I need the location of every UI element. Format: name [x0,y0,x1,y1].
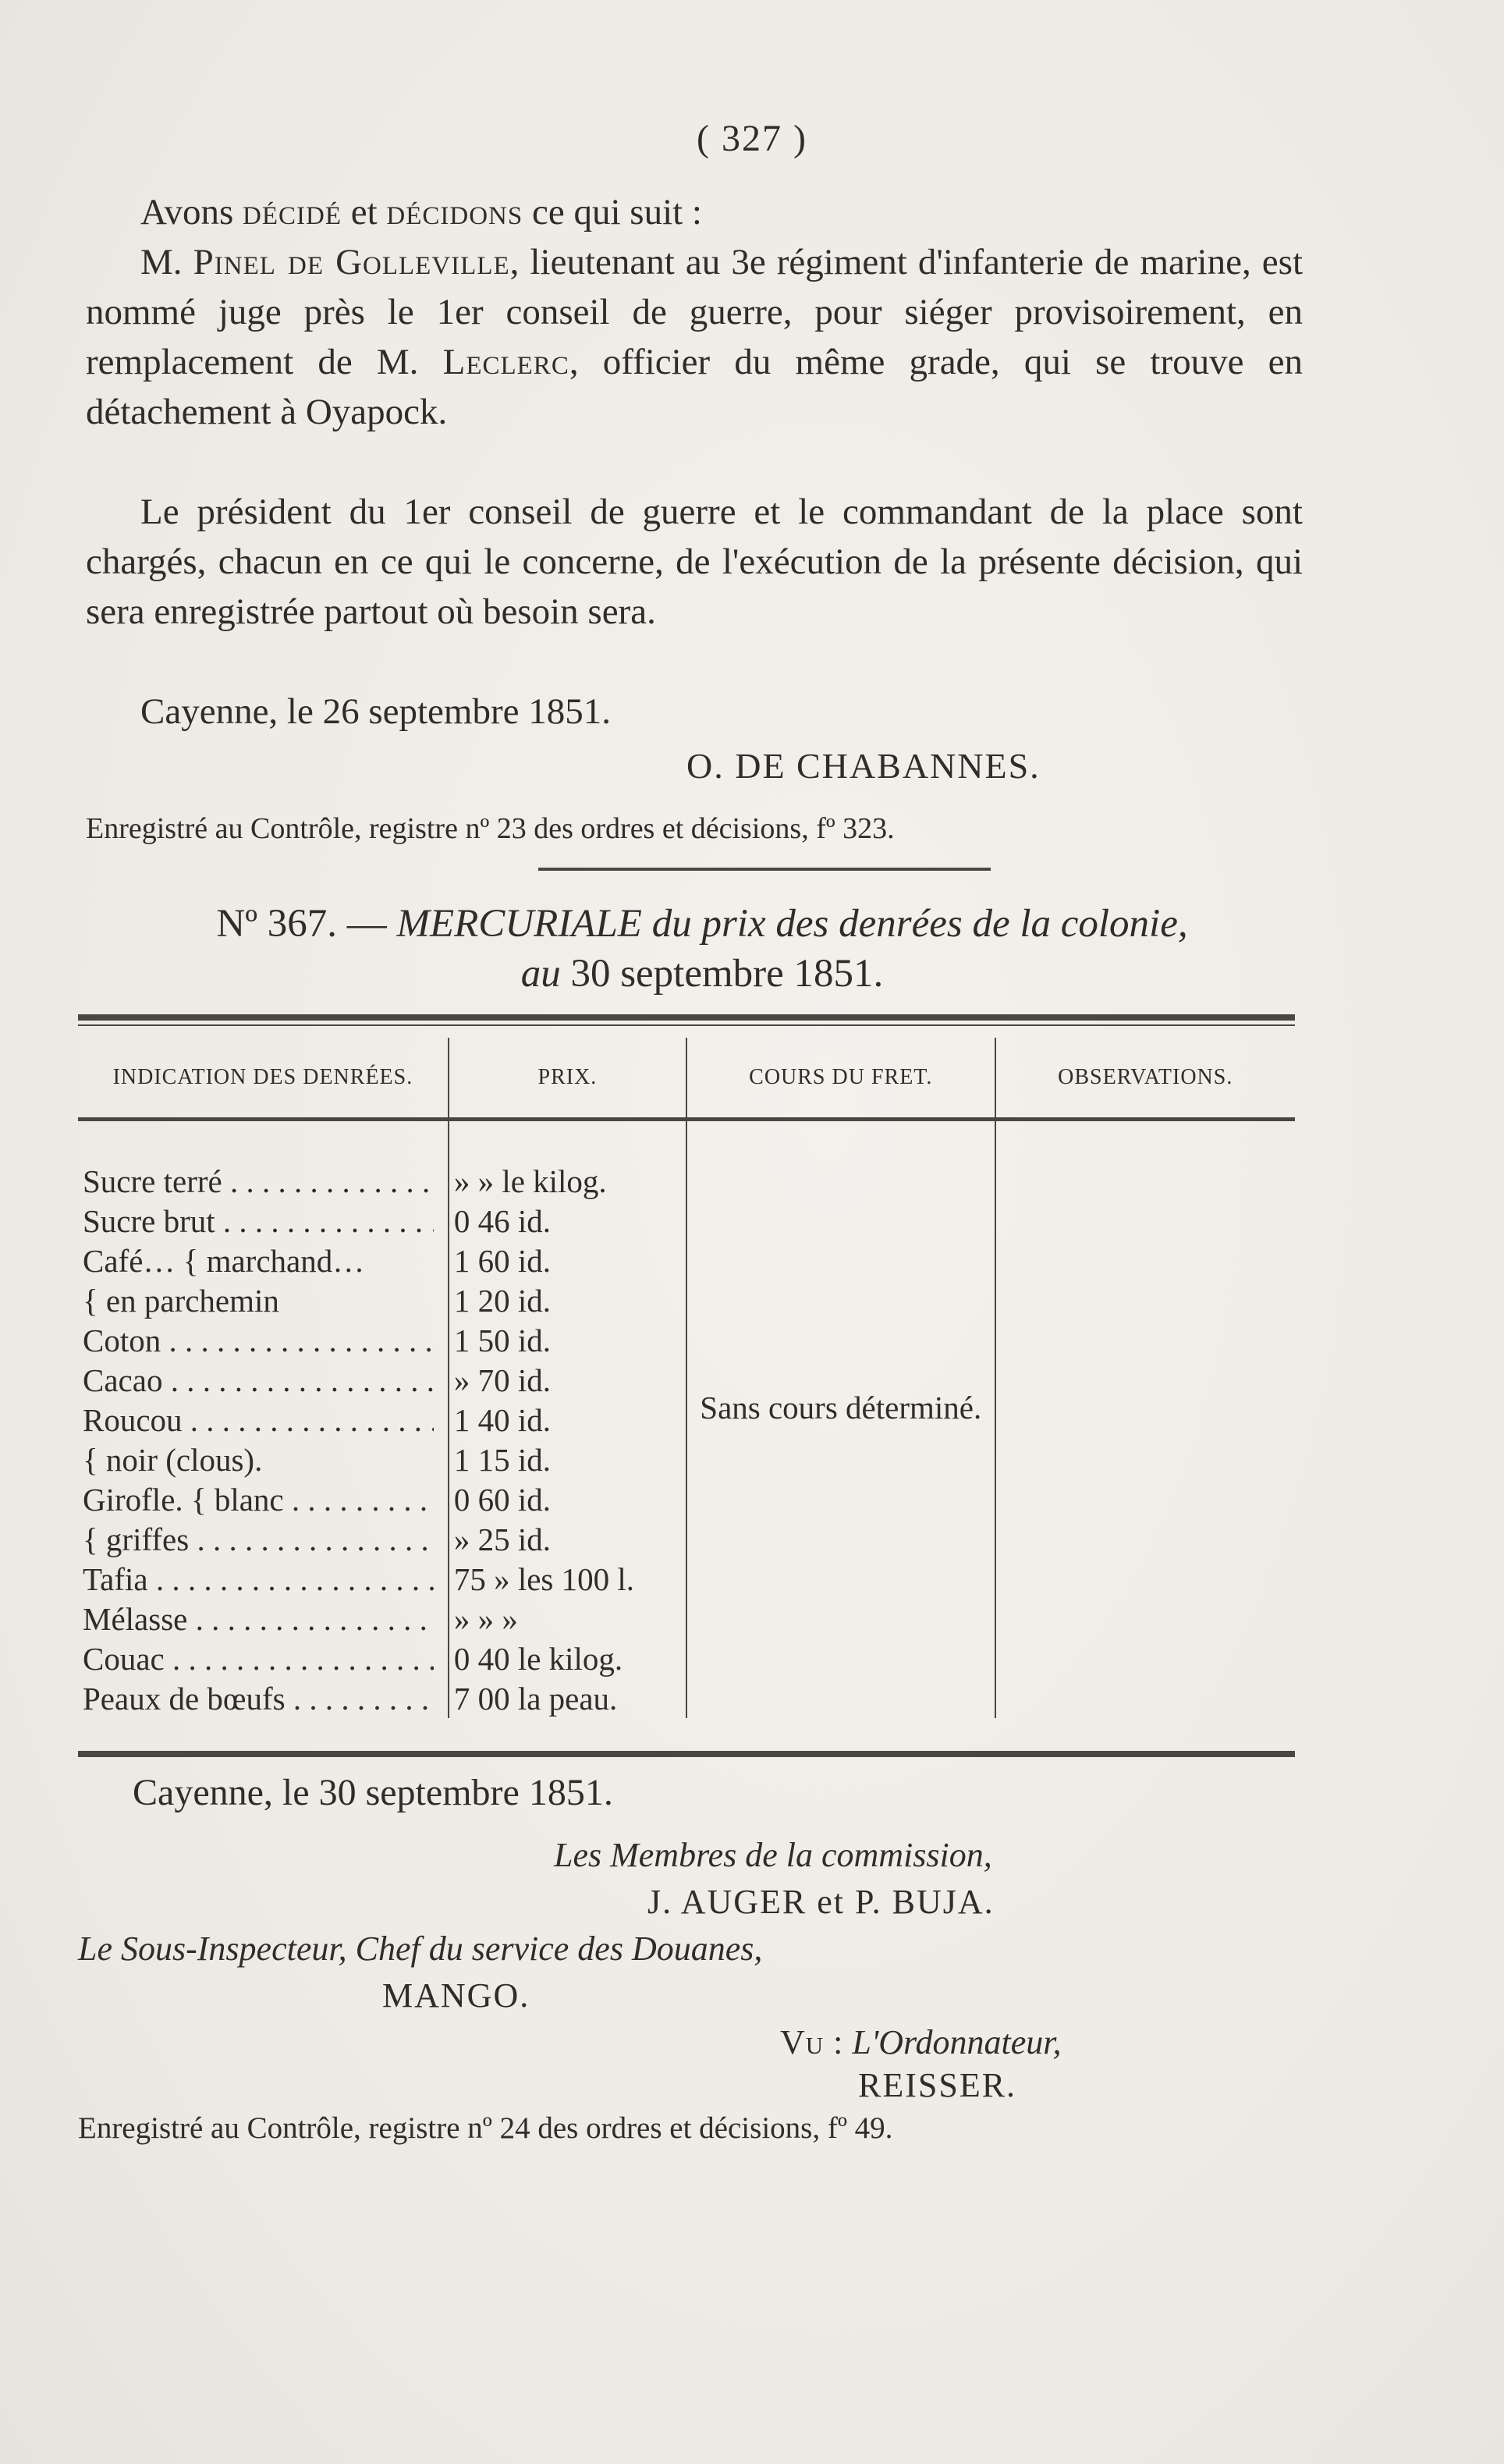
commodity-price: » » » [449,1599,686,1639]
commodity-price: 75 » les 100 l. [449,1559,686,1599]
table-top-rule-thin [78,1024,1295,1026]
commodity-price: 7 00 la peau. [449,1678,686,1718]
customs-label: Le Sous-Inspecteur, Chef du service des Douanes, [78,1930,763,1968]
commodity-name: Sucre brut . . . [83,1202,434,1240]
commodity-name: Coton . . . [83,1322,434,1359]
commodity-name: Couac . . . [83,1640,434,1678]
table-header-row [78,1038,1295,1120]
column-header: INDICATION DES DENRÉES. [78,1038,449,1120]
table-row [78,1161,1295,1201]
commodity-name: Sucre terré . . . [83,1163,434,1200]
commodity-price: 1 40 id. [449,1400,686,1440]
decree-paragraph-1: M. Pinel de Golleville, lieutenant au 3e régiment d'infanterie de marine, est nommé juge près le 1er conseil de guerre, pour siéger provisoirement, en remplacement de M. Leclerc, officier du même grade, qui se trouve en détachement à Oyapock. [86,242,1304,432]
commodity-price: 1 60 id. [449,1241,686,1280]
commodity-name: Cacao . . . [83,1362,434,1399]
commodity-price: 1 50 id. [449,1320,686,1360]
commodity-name: Mélasse . . . [83,1600,434,1638]
commodity-name: Café… { marchand… [83,1242,365,1279]
commodity-price: 0 46 id. [449,1201,686,1241]
commodity-price: » » le kilog. [449,1161,686,1201]
column-header: OBSERVATIONS. [995,1038,1296,1120]
customs-signature: MANGO. [382,1976,530,2015]
mercuriale-title: Nº 367. — MERCURIALE du prix des denrées de la colonie, [216,902,1188,946]
approval-signature: REISSER. [858,2066,1017,2104]
commodity-price: » 70 id. [449,1360,686,1400]
commodity-name: Roucou . . . [83,1401,434,1439]
approval-label: Vu : L'Ordonnateur, [780,2023,1062,2061]
commodity-name: Tafia . . . [83,1560,434,1598]
commodity-name: { griffes . . . [83,1521,434,1558]
closing-registration: Enregistré au Contrôle, registre nº 24 des ordres et décisions, fº 49. [78,2111,893,2145]
freight-cell [686,1161,995,1718]
column-header: COURS DU FRET. [686,1038,995,1120]
page-number: ( 327 ) [697,118,807,159]
table-bottom-rule [78,1751,1295,1757]
decree-opening: Avons décidé et décidons ce qui suit : [140,192,702,233]
commodity-name: Girofle. { blanc . . . [83,1481,434,1518]
separator-rule [538,868,991,871]
commodity-name: Peaux de bœufs . . . [83,1680,434,1717]
mercuriale-date: Cayenne, le 30 septembre 1851. [133,1772,613,1813]
commission-label: Les Membres de la commission, [554,1836,992,1874]
decree-paragraph-2: Le président du 1er conseil de guerre et le commandant de la place sont chargés, chacun en ce qui le concerne, de l'exécution de la présente décision, qui sera enregistrée partout où besoin sera. [86,492,1303,632]
commission-members: J. AUGER et P. BUJA. [647,1883,995,1921]
commodity-price: 1 20 id. [449,1280,686,1320]
freight-note: Sans cours déterminé. [700,1390,982,1425]
commodity-price: 0 60 id. [449,1479,686,1519]
commodity-price: » 25 id. [449,1519,686,1559]
mercuriale-table [78,1038,1295,1718]
commodity-name: { en parchemin [83,1282,279,1319]
commodity-price: 1 15 id. [449,1440,686,1479]
commodity-price: 0 40 le kilog. [449,1639,686,1678]
observations-cell [995,1161,1296,1718]
table-row [78,1120,1295,1162]
commodity-name: { noir (clous). [83,1441,263,1478]
mercuriale-subtitle: au 30 septembre 1851. [520,952,884,996]
decree-signature: O. DE CHABANNES. [686,746,1041,786]
column-header: PRIX. [449,1038,686,1120]
decree-date: Cayenne, le 26 septembre 1851. [140,691,611,732]
table-top-rule [78,1014,1295,1021]
decree-registration: Enregistré au Contrôle, registre nº 23 des ordres et décisions, fº 323. [86,812,895,845]
